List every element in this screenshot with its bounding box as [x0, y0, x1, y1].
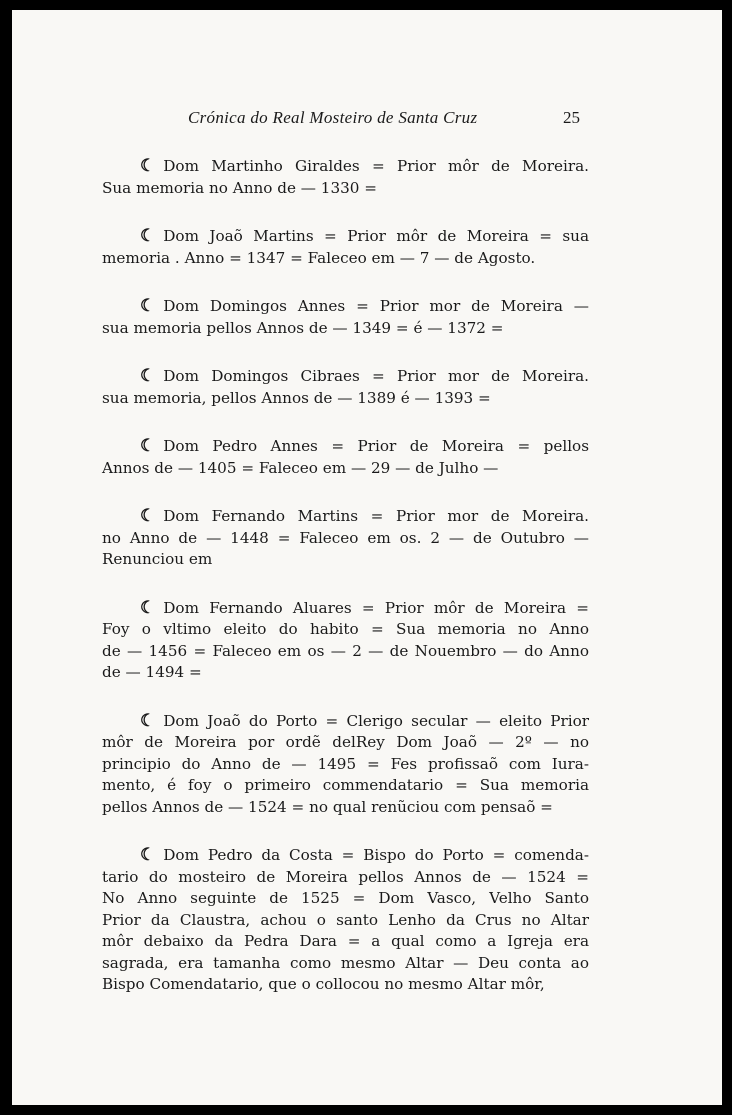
entry-text: Dom Joaõ do Porto = Clerigo secular — eleito Prior	[163, 711, 589, 730]
entry-text: Dom Domingos Cibraes = Prior mor de Moreira.	[163, 367, 589, 385]
entry-text: Dom Pedro Annes = Prior de Moreira = pellos	[163, 437, 589, 455]
entry-text: Dom Pedro da Costa = Bispo do Porto = comenda-	[163, 846, 589, 864]
entry-line: sagrada, era tamanha como mesmo Altar — Deu conta ao	[102, 953, 589, 972]
entry-text: Dom Fernando Martins = Prior mor de Moreira.	[163, 507, 589, 525]
paragraph-mark-icon: ☾	[140, 597, 156, 618]
entry	[102, 366, 589, 409]
entry-line: môr de Moreira por ordẽ delRey Dom Joaõ — 2º — no	[102, 733, 589, 751]
paragraph-mark-icon: ☾	[140, 226, 156, 246]
entry-line: Annos de — 1405 = Faleceo em — 29 — de Julho —	[102, 458, 499, 477]
entry	[102, 296, 589, 339]
running-header	[12, 108, 722, 132]
running-title: Crónica do Real Mosteiro de Santa Cruz	[188, 108, 478, 127]
entry-line: no Anno de — 1448 = Faleceo em os. 2 — de Outubro —	[102, 528, 589, 547]
entry-line: sua memoria, pellos Annos de — 1389 é — 1393 =	[102, 388, 491, 407]
paragraph-mark-icon: ☾	[140, 506, 156, 526]
entry-first-line	[102, 436, 589, 458]
entry	[102, 711, 589, 819]
entry	[102, 598, 589, 684]
entry-line: mento, é foy o primeiro commendatario = Sua memoria	[102, 776, 589, 794]
prior-list	[102, 156, 589, 1023]
entry-first-line	[102, 711, 589, 733]
entry-first-line	[102, 845, 589, 867]
entry-first-line	[102, 156, 589, 178]
page-number: 25	[563, 108, 580, 127]
entry-line: Prior da Claustra, achou o santo Lenho da Crus no Altar	[102, 910, 589, 929]
entry-text: Dom Martinho Giraldes = Prior môr de Moreira.	[163, 157, 589, 175]
entry	[102, 845, 589, 996]
entry-first-line	[102, 366, 589, 388]
entry	[102, 226, 589, 269]
paragraph-mark-icon: ☾	[140, 156, 156, 176]
entry-text: Dom Domingos Annes = Prior mor de Moreira —	[163, 297, 589, 315]
paragraph-mark-icon: ☾	[140, 366, 156, 386]
paragraph-mark-icon: ☾	[140, 436, 156, 456]
paragraph-mark-icon: ☾	[140, 710, 156, 731]
entry-line: Renunciou em	[102, 550, 213, 568]
entry-line: memoria . Anno = 1347 = Faleceo em — 7 — de Agosto.	[102, 248, 536, 267]
entry-line: Foy o vltimo eleito do habito = Sua memoria no Anno	[102, 620, 589, 638]
entry-line: de — 1494 =	[102, 663, 202, 681]
entry-first-line	[102, 506, 589, 528]
entry-line: tario do mosteiro de Moreira pellos Annos de — 1524 =	[102, 867, 589, 886]
entry-line: Bispo Comendatario, que o collocou no mesmo Altar môr,	[102, 975, 545, 993]
entry-line: môr debaixo da Pedra Dara = a qual como a Igreja era	[102, 932, 589, 950]
entry-first-line	[102, 296, 589, 318]
entry-text: Dom Fernando Aluares = Prior môr de Moreira =	[163, 598, 589, 617]
paragraph-mark-icon: ☾	[140, 845, 156, 865]
book-page	[12, 10, 722, 1105]
entry-line: Sua memoria no Anno de — 1330 =	[102, 178, 378, 197]
entry	[102, 436, 589, 479]
entry	[102, 506, 589, 571]
entry-line: No Anno seguinte de 1525 = Dom Vasco, Velho Santo	[102, 889, 589, 907]
entry-line: de — 1456 = Faleceo em os — 2 — de Nouembro — do Anno	[102, 641, 589, 660]
entry-line: principio do Anno de — 1495 = Fes profissaõ com Iura-	[102, 754, 589, 773]
paragraph-mark-icon: ☾	[140, 296, 156, 316]
entry-first-line	[102, 598, 589, 620]
entry-line: sua memoria pellos Annos de — 1349 = é — 1372 =	[102, 318, 504, 337]
entry-line: pellos Annos de — 1524 = no qual renũciou com pensaõ =	[102, 797, 553, 816]
entry-first-line	[102, 226, 589, 248]
entry	[102, 156, 589, 199]
entry-text: Dom Joaõ Martins = Prior môr de Moreira = sua	[163, 227, 589, 245]
